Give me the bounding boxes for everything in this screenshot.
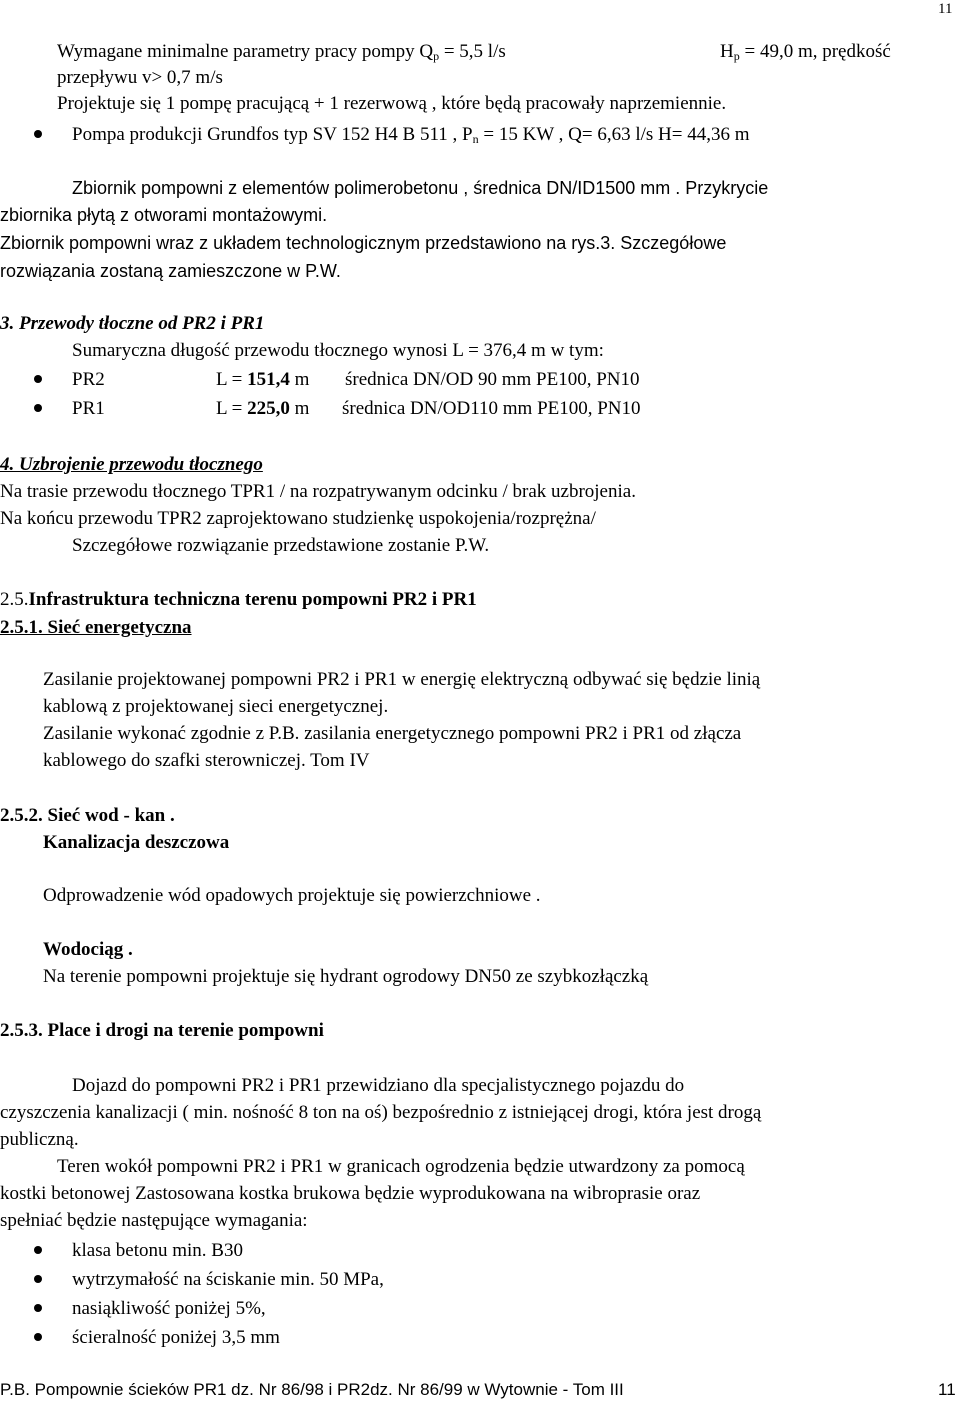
page-number-top: 11 bbox=[938, 1, 953, 17]
power-line1: Zasilanie projektowanej pompowni PR2 i PR1 w energię elektryczną odbywać się będzie linią bbox=[43, 669, 761, 690]
storm-sewer-text: Odprowadzenie wód opadowych projektuje się powierzchniowe . bbox=[43, 885, 541, 906]
pr2-length-value: 151,4 bbox=[247, 369, 290, 390]
pr2-diameter: średnica DN/OD 90 mm PE100, PN10 bbox=[345, 369, 640, 390]
footer-text: P.B. Pompownie ścieków PR1 dz. Nr 86/98 i PR2dz. Nr 86/99 w Wytownie - Tom III bbox=[0, 1380, 624, 1399]
tank-line3: Zbiornik pompowni wraz z układem technologicznym przedstawiono na rys.3. Szczegółowe bbox=[0, 233, 727, 253]
pump-params-line3: Projektuje się 1 pompę pracującą + 1 rezerwową , które będą pracowały naprzemiennie. bbox=[57, 93, 727, 114]
power-line4: kablowego do szafki sterowniczej. Tom IV bbox=[43, 750, 370, 771]
pump-type-bullet bbox=[34, 130, 42, 138]
access-line2: czyszczenia kanalizacji ( min. nośność 8 ton na oś) bezpośrednio z istniejącej drogi, która jest drogą bbox=[0, 1102, 762, 1123]
water-supply-text: Na terenie pompowni projektuje się hydrant ogrodowy DN50 ze szybkozłączką bbox=[43, 966, 649, 987]
pump-params-line2: przepływu v> 0,7 m/s bbox=[57, 67, 223, 88]
pump-h-subscript: p bbox=[733, 49, 740, 63]
paving-line3: spełniać będzie następujące wymagania: bbox=[0, 1210, 308, 1231]
pr2-length-unit: m bbox=[289, 369, 310, 390]
section-3-title: 3. Przewody tłoczne od PR2 i PR1 bbox=[0, 313, 265, 334]
access-line3: publiczną. bbox=[0, 1129, 79, 1150]
section-4-line2: Na końcu przewodu TPR2 zaprojektowano studzienkę uspokojenia/rozprężna/ bbox=[0, 508, 596, 529]
pr1-length-value: 225,0 bbox=[247, 398, 290, 419]
pump-q-subscript: p bbox=[433, 49, 440, 63]
section-2-5-title bbox=[0, 590, 477, 609]
section-2-5-heading: Infrastruktura techniczna terenu pompowni PR2 i PR1 bbox=[28, 589, 477, 610]
pr1-length-unit: m bbox=[289, 398, 310, 419]
req-item-1: klasa betonu min. B30 bbox=[72, 1240, 243, 1261]
pr2-name: PR2 bbox=[72, 369, 105, 390]
pump-power-subscript: n bbox=[472, 132, 479, 146]
section-3-summary: Sumaryczna długość przewodu tłocznego wynosi L = 376,4 m w tym: bbox=[72, 340, 604, 361]
pump-head-label: H bbox=[720, 41, 734, 62]
section-4-line3: Szczegółowe rozwiązanie przedstawione zostanie P.W. bbox=[72, 535, 490, 556]
section-2-5-3-title: 2.5.3. Place i drogi na terenie pompowni bbox=[0, 1020, 324, 1041]
pump-head-text: = 49,0 m, prędkość bbox=[739, 41, 891, 62]
pr1-diameter: średnica DN/OD110 mm PE100, PN10 bbox=[342, 398, 641, 419]
tank-line4: rozwiązania zostaną zamieszczone w P.W. bbox=[0, 261, 341, 281]
power-line3: Zasilanie wykonać zgodnie z P.B. zasilania energetycznego pompowni PR2 i PR1 od złącza bbox=[43, 723, 742, 744]
tank-line2: zbiornika płytą z otworami montażowymi. bbox=[0, 205, 328, 225]
water-supply-heading: Wodociąg . bbox=[43, 939, 133, 960]
pr1-bullet bbox=[34, 404, 42, 412]
pump-head-value bbox=[720, 42, 891, 62]
pr1-length-label: L = bbox=[216, 398, 248, 419]
req-bullet-2 bbox=[34, 1275, 42, 1283]
req-item-4: ścieralność poniżej 3,5 mm bbox=[72, 1327, 280, 1348]
access-line1: Dojazd do pompowni PR2 i PR1 przewidziano dla specjalistycznego pojazdu do bbox=[72, 1075, 685, 1096]
tank-line1: Zbiornik pompowni z elementów polimerobetonu , średnica DN/ID1500 mm . Przykrycie bbox=[72, 178, 769, 198]
paving-line1: Teren wokół pompowni PR2 i PR1 w granicach ogrodzenia będzie utwardzony za pomocą bbox=[57, 1156, 745, 1177]
section-2-5-1-title: 2.5.1. Sieć energetyczna bbox=[0, 617, 192, 638]
pump-params-text-a: Wymagane minimalne parametry pracy pompy Q bbox=[57, 41, 434, 62]
pr2-length-label: L = bbox=[216, 369, 248, 390]
pump-params-text-b: = 5,5 l/s bbox=[439, 41, 506, 62]
req-bullet-4 bbox=[34, 1333, 42, 1341]
storm-sewer-heading: Kanalizacja deszczowa bbox=[43, 832, 230, 853]
pump-type-text-a: Pompa produkcji Grundfos typ SV 152 H4 B 511 , P bbox=[72, 124, 473, 145]
req-item-2: wytrzymałość na ściskanie min. 50 MPa, bbox=[72, 1269, 384, 1290]
section-2-5-number: 2.5. bbox=[0, 589, 29, 610]
paving-line2: kostki betonowej Zastosowana kostka brukowa będzie wyprodukowana na wibroprasie oraz bbox=[0, 1183, 701, 1204]
pump-params-line1 bbox=[57, 42, 506, 62]
section-4-title: 4. Uzbrojenie przewodu tłocznego bbox=[0, 454, 263, 475]
req-bullet-1 bbox=[34, 1246, 42, 1254]
req-item-3: nasiąkliwość poniżej 5%, bbox=[72, 1298, 266, 1319]
pr2-bullet bbox=[34, 375, 42, 383]
pr1-name: PR1 bbox=[72, 398, 105, 419]
power-line2: kablową z projektowanej sieci energetycznej. bbox=[43, 696, 389, 717]
pump-type-text-b: = 15 KW , Q= 6,63 l/s H= 44,36 m bbox=[478, 124, 750, 145]
pump-type-line bbox=[72, 125, 750, 145]
pr2-length bbox=[216, 370, 309, 389]
section-2-5-2-title: 2.5.2. Sieć wod - kan . bbox=[0, 805, 175, 826]
section-4-line1: Na trasie przewodu tłocznego TPR1 / na rozpatrywanym odcinku / brak uzbrojenia. bbox=[0, 481, 636, 502]
pr1-length bbox=[216, 399, 309, 418]
req-bullet-3 bbox=[34, 1304, 42, 1312]
footer-page-number: 11 bbox=[938, 1380, 956, 1399]
